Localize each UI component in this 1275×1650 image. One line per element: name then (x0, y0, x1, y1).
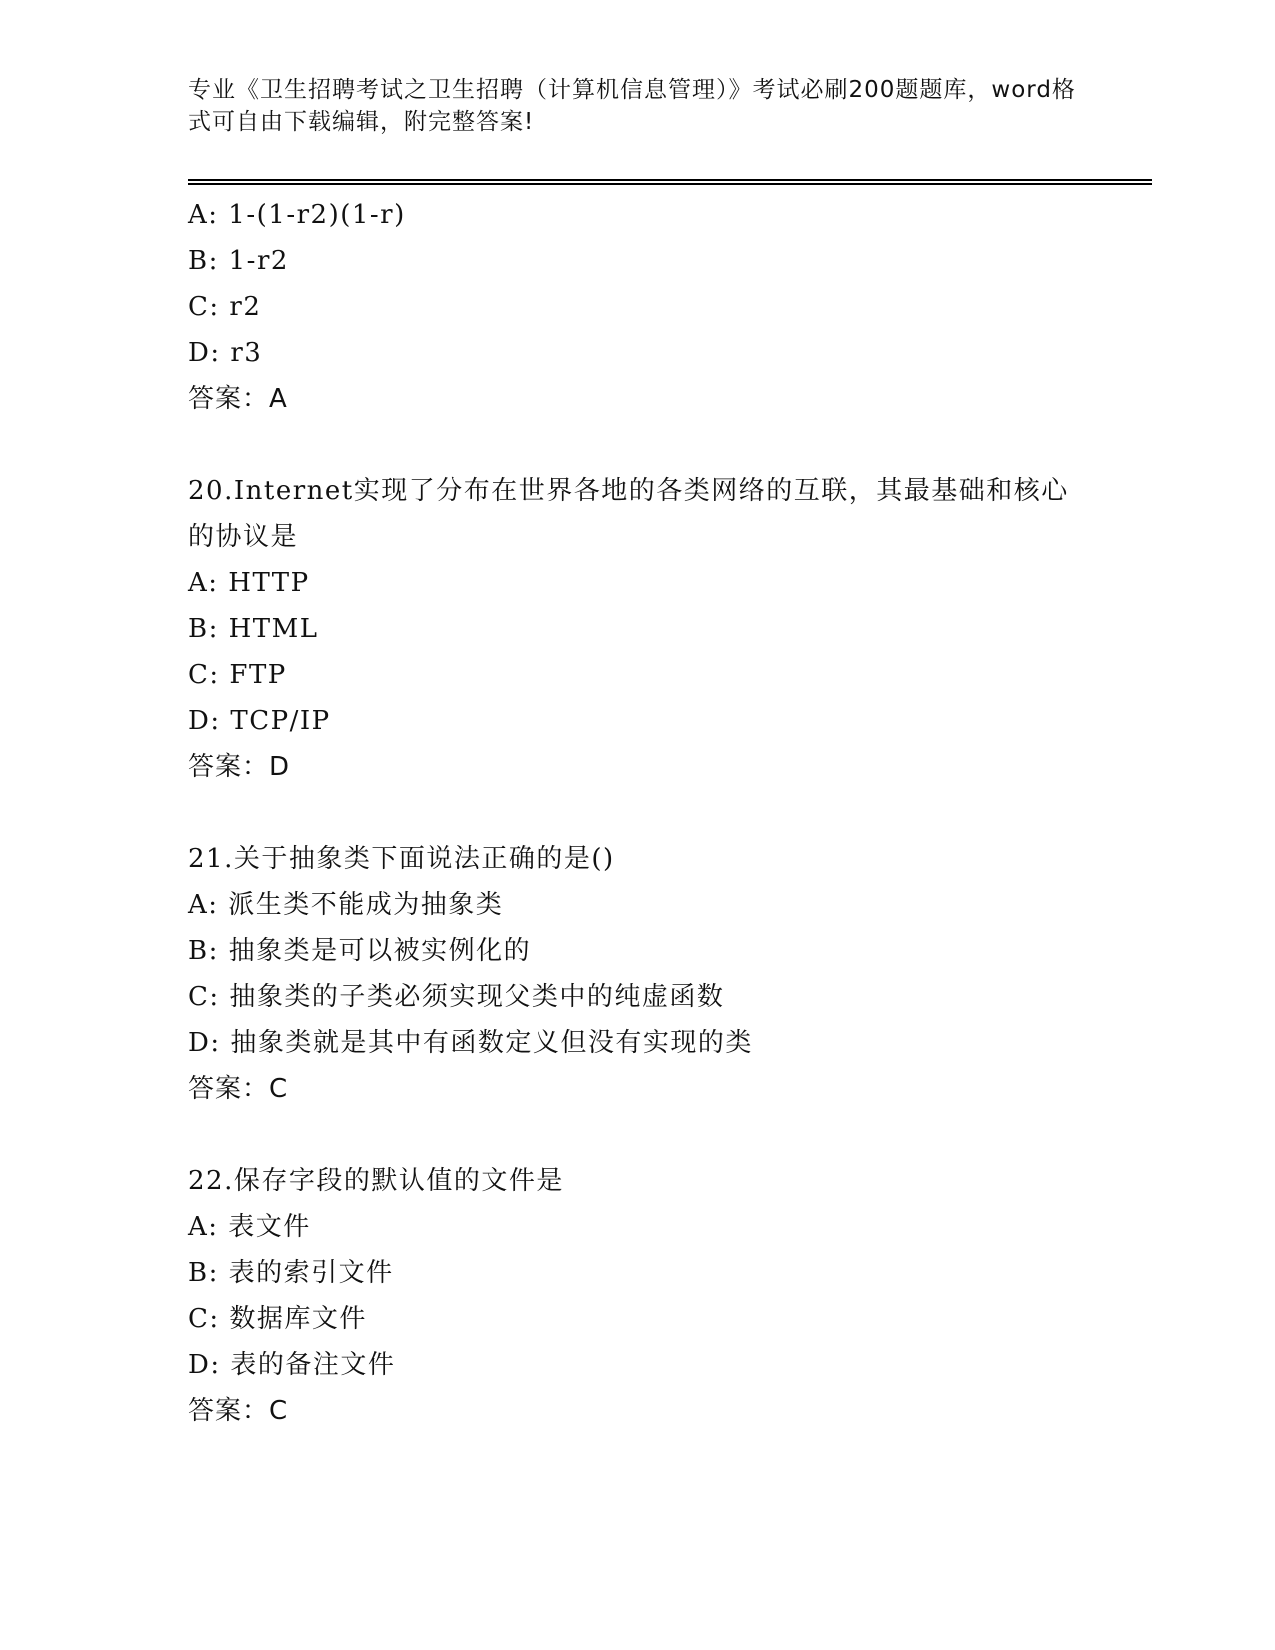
question-22 (188, 1158, 1088, 1434)
question-list (188, 192, 1088, 1434)
answer-line: 答案：A (188, 384, 288, 414)
question-title: 20.Internet实现了分布在世界各地的各类网络的互联，其最基础和核心的协议是 (188, 476, 1069, 552)
header-rule-top (188, 179, 1152, 181)
option-a: A: 1-(1-r2)(1-r) (188, 200, 406, 230)
question-title: 22.保存字段的默认值的文件是 (188, 1166, 564, 1196)
answer-line: 答案：C (188, 1396, 289, 1426)
option-c: C: FTP (188, 660, 287, 690)
question-title: 21.关于抽象类下面说法正确的是() (188, 844, 615, 874)
spacer (188, 790, 1088, 836)
question-19 (188, 192, 1088, 422)
option-d: D: 表的备注文件 (188, 1350, 396, 1380)
option-c: C: 抽象类的子类必须实现父类中的纯虚函数 (188, 982, 725, 1012)
option-b: B: 抽象类是可以被实例化的 (188, 936, 532, 966)
option-d: D: TCP/IP (188, 706, 331, 736)
option-c: C: 数据库文件 (188, 1304, 367, 1334)
question-20 (188, 468, 1088, 790)
option-a: A: 派生类不能成为抽象类 (188, 890, 504, 920)
option-b: B: 表的索引文件 (188, 1258, 394, 1288)
answer-line: 答案：C (188, 1074, 289, 1104)
header-rule-bottom (188, 183, 1152, 185)
spacer (188, 422, 1088, 468)
answer-line: 答案：D (188, 752, 291, 782)
option-b: B: 1-r2 (188, 246, 289, 276)
question-21 (188, 836, 1088, 1112)
option-d: D: 抽象类就是其中有函数定义但没有实现的类 (188, 1028, 753, 1058)
option-a: A: HTTP (188, 568, 310, 598)
document-header: 专业《卫生招聘考试之卫生招聘（计算机信息管理）》考试必刷200题题库，word格式可自由下载编辑，附完整答案! (188, 77, 1076, 135)
spacer (188, 1112, 1088, 1158)
option-b: B: HTML (188, 614, 319, 644)
option-a: A: 表文件 (188, 1212, 311, 1242)
option-d: D: r3 (188, 338, 263, 368)
option-c: C: r2 (188, 292, 262, 322)
